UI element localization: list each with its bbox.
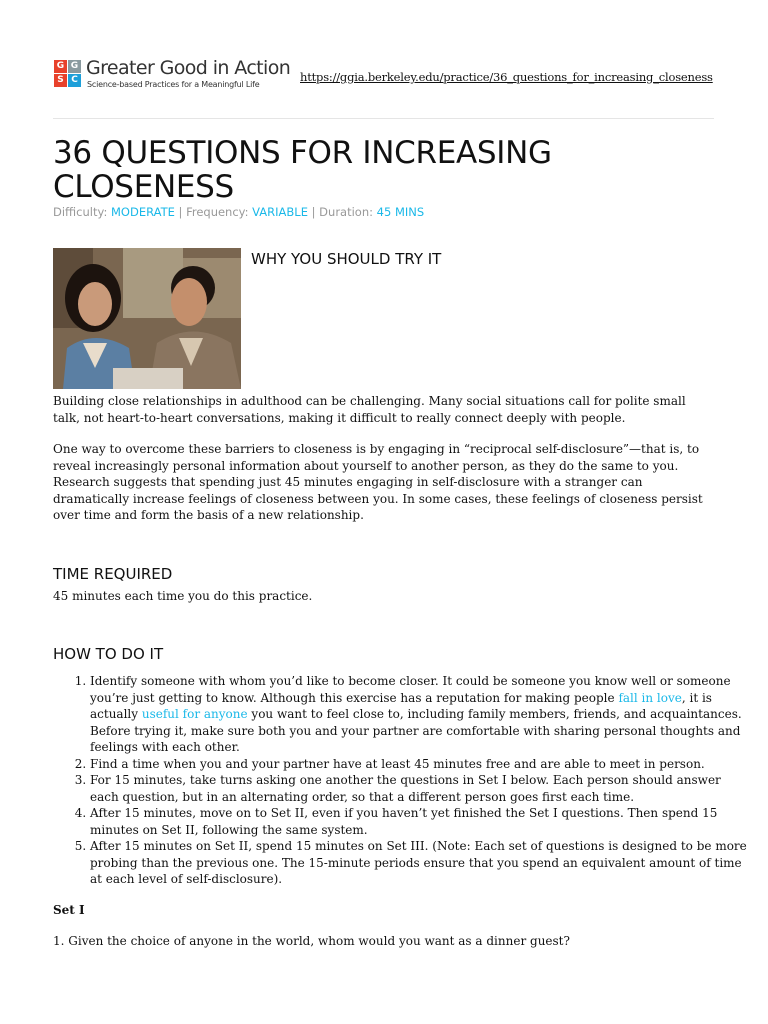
why-paragraph-1: Building close relationships in adulthood can be challenging. Many social situations call for polite small talk, not heart-to-heart conversations, making it difficult to really connect deeply with people. <box>53 394 686 425</box>
frequency-label: Frequency: <box>186 205 249 219</box>
step-item: 3. For 15 minutes, take turns asking one another the questions in Set I below. Each person should answer each question, but in an alternating order, so that a different person goes first each time. <box>90 772 750 805</box>
logo-letter: C <box>68 74 81 87</box>
couple-photo <box>53 248 241 389</box>
title-line: CLOSENESS <box>53 169 234 205</box>
time-text: 45 minutes each time you do this practice. <box>53 589 313 603</box>
why-paragraph-2: One way to overcome these barriers to closeness is by engaging in “reciprocal self-disclosure”—that is, to reveal increasingly personal information about yourself to another person, as they do the same to you. Research suggests that spending just 45 minutes engaging in self-disclosure with a stranger can dramatically increase feelings of closeness between you. In some cases, these feelings of closeness persist over time and form the basis of a new relationship. <box>53 442 703 523</box>
difficulty-label: Difficulty: <box>53 205 108 219</box>
brand-name: Greater Good in Action <box>86 57 291 79</box>
step-item: 2. Find a time when you and your partner have at least 45 minutes free and are able to meet in person. <box>90 756 750 773</box>
brand-tagline: Science-based Practices for a Meaningful Life <box>87 80 260 89</box>
step-item: 5. After 15 minutes on Set II, spend 15 minutes on Set III. (Note: Each set of questions is designed to be more probing than the previous one. The 15-minute periods ensure that you spend an equivalent amount of time at each level of self-disclosure). <box>90 838 750 888</box>
time-heading: TIME REQUIRED <box>53 565 173 583</box>
difficulty-value: MODERATE <box>110 205 175 219</box>
set-1-title: Set I <box>53 903 85 917</box>
step-item: 4. After 15 minutes, move on to Set II, even if you haven’t yet finished the Set I questions. Then spend 15 minutes on Set II, following the same system. <box>90 805 750 838</box>
meta-separator: | <box>311 205 316 219</box>
page-url-link[interactable]: https://ggia.berkeley.edu/practice/36_questions_for_increasing_closeness <box>300 70 713 84</box>
ggsc-logo[interactable] <box>54 60 81 87</box>
frequency-value: VARIABLE <box>252 205 308 219</box>
meta-separator: | <box>178 205 183 219</box>
duration-label: Duration: <box>319 205 373 219</box>
how-heading: HOW TO DO IT <box>53 645 164 663</box>
step-text: , it is actually <box>90 690 712 721</box>
logo-letter: S <box>54 74 67 87</box>
site-header <box>54 58 714 92</box>
step-text: Identify someone with whom you’d like to become closer. It could be someone you know well or someone you’re just getting to know. Although this exercise has a reputation for making people <box>90 674 731 705</box>
question-1: 1. Given the choice of anyone in the world, whom would you want as a dinner guest? <box>53 934 570 948</box>
step-text: you want to feel close to, including family members, friends, and acquaintances. Before trying it, make sure both you and your partner are comfortable with sharing personal thoughts and feelings with each other. <box>90 707 742 754</box>
couple-photo-illustration <box>53 248 241 389</box>
step-item <box>90 673 750 756</box>
fall-in-love-link[interactable]: fall in love <box>618 690 682 705</box>
title-line: 36 QUESTIONS FOR INCREASING <box>53 135 552 171</box>
logo-letter: G <box>54 60 67 73</box>
practice-meta <box>53 205 424 219</box>
header-divider <box>53 118 714 119</box>
duration-value: 45 MINS <box>376 205 425 219</box>
why-heading: WHY YOU SHOULD TRY IT <box>251 250 442 268</box>
logo-letter: G <box>68 60 81 73</box>
useful-for-anyone-link[interactable]: useful for anyone <box>141 707 248 721</box>
page-title <box>53 136 713 204</box>
steps-list <box>53 673 750 888</box>
